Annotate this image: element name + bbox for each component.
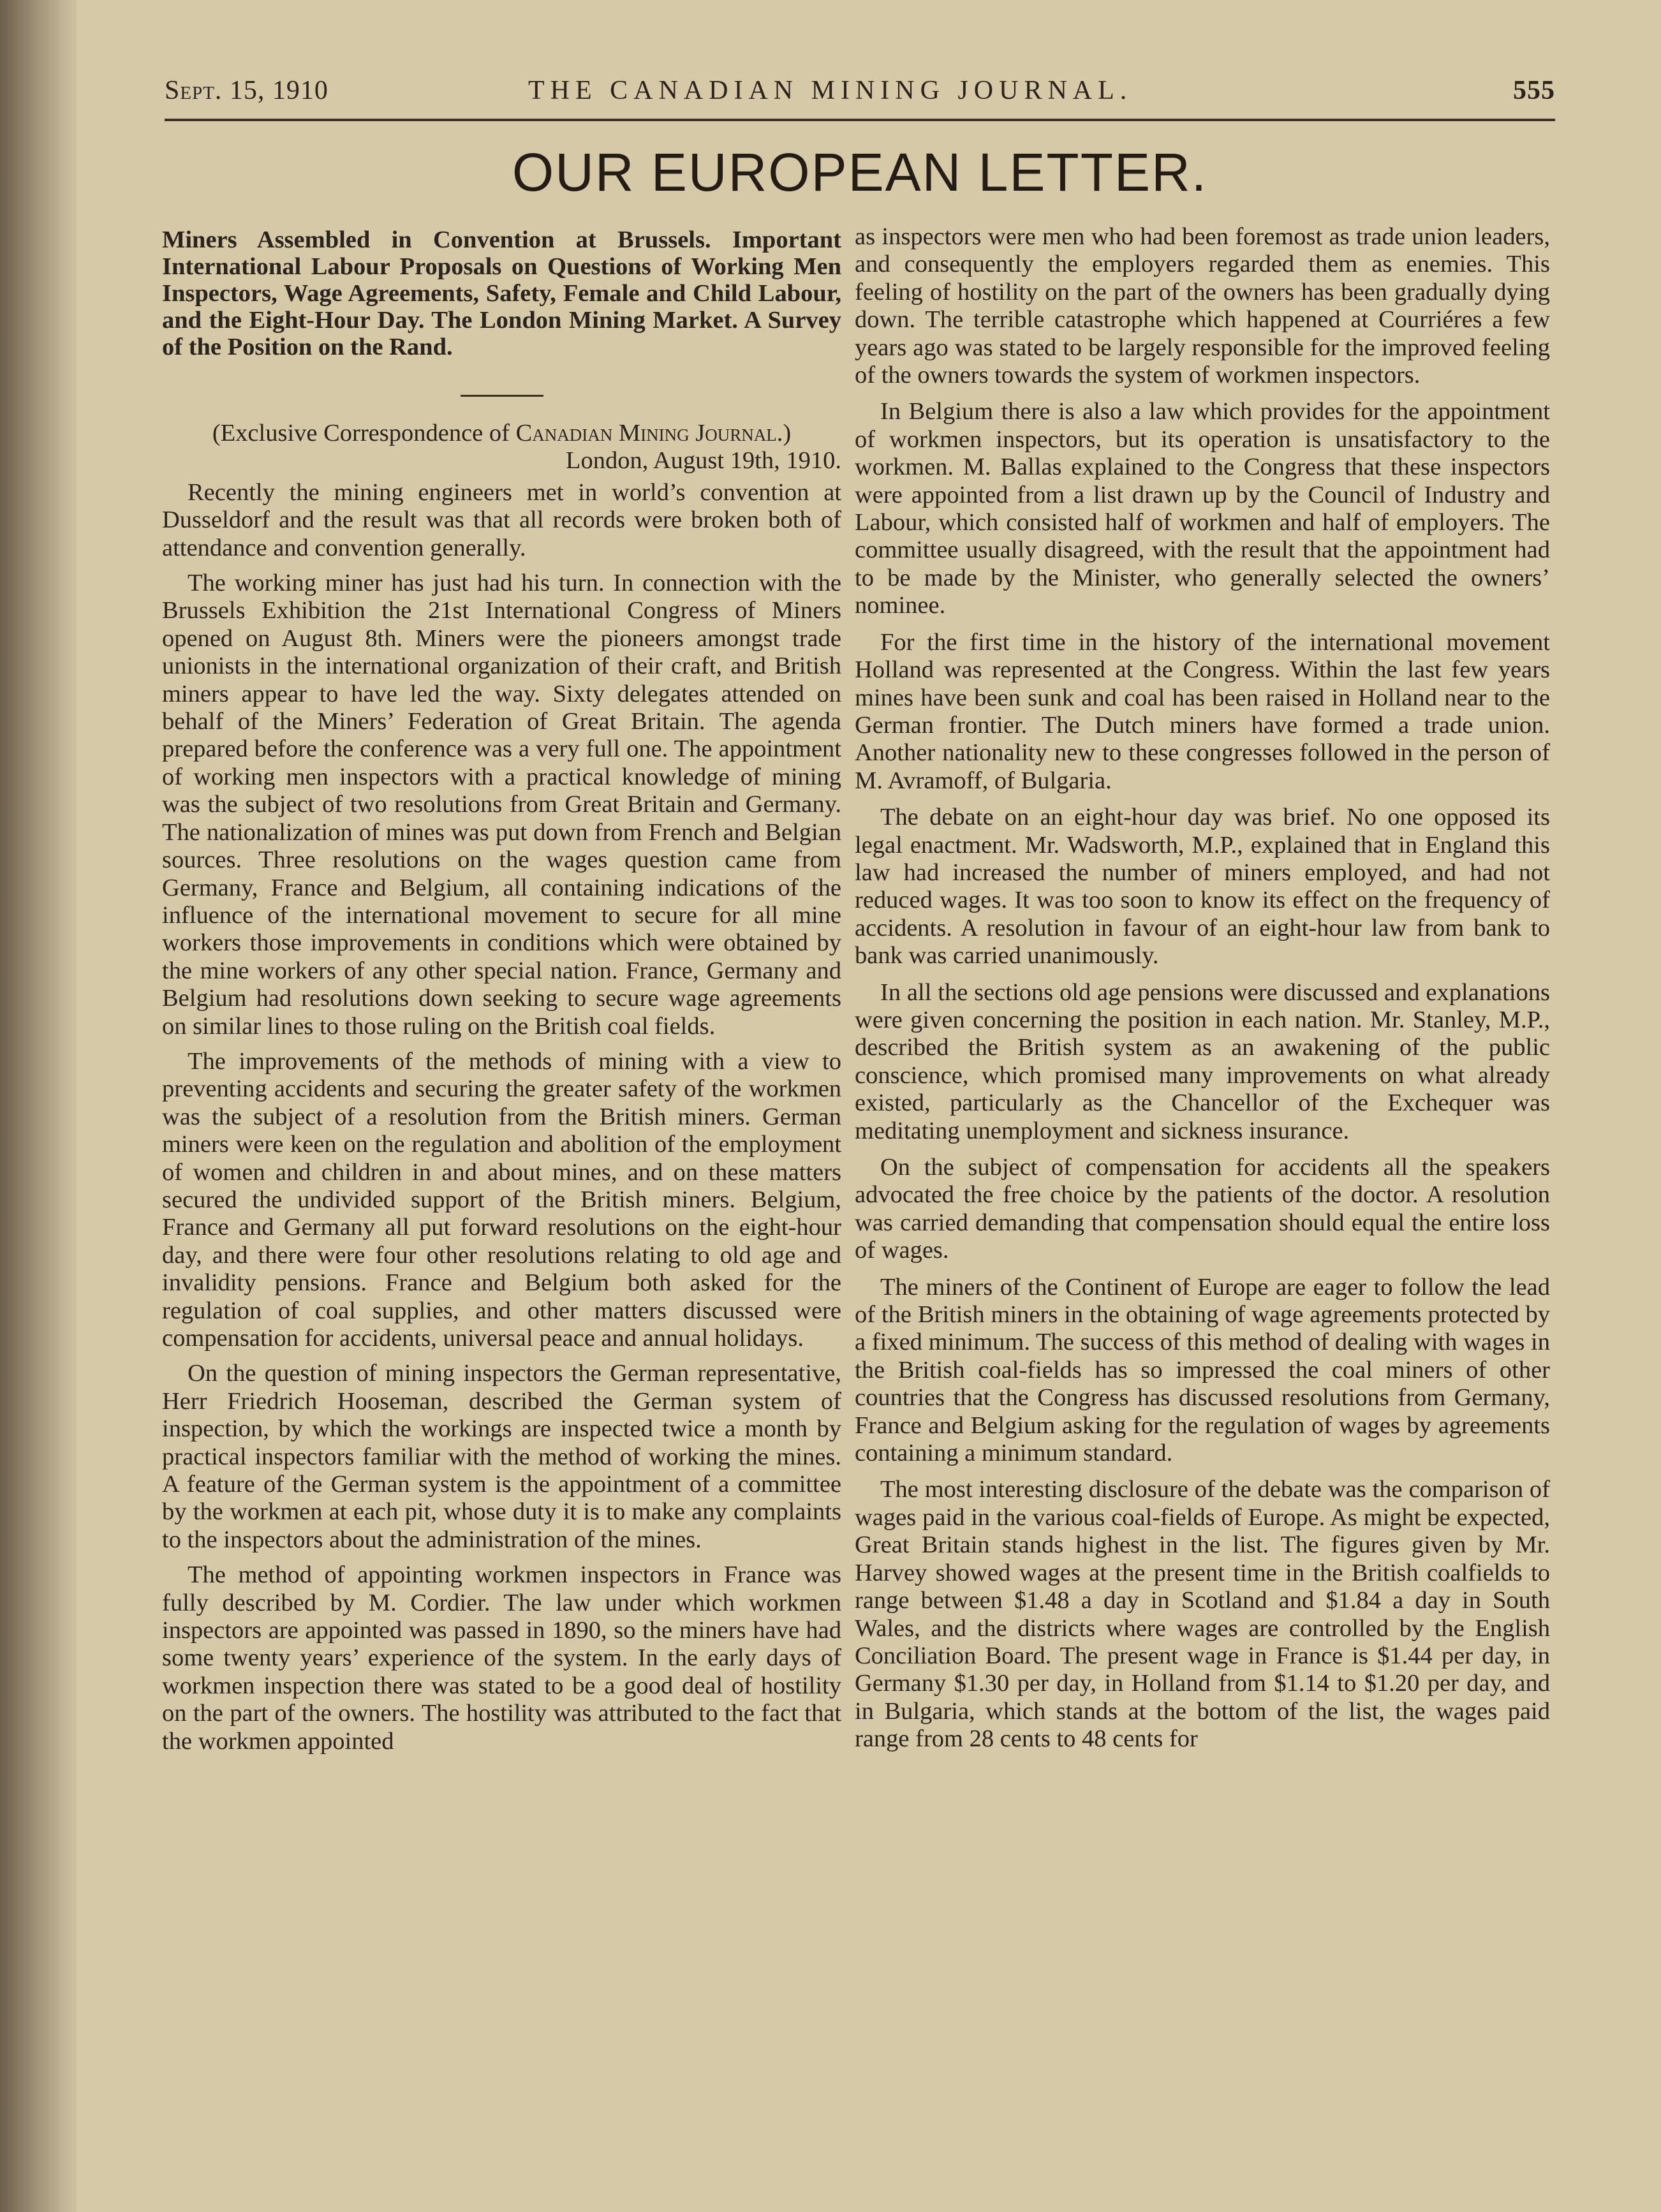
paragraph: The working miner has just had his turn. In connection with the Brussels Exhibition the 21st International Congress of Miners opened on August 8th. Miners were the pioneers amongst trade unionists in the international organization of their craft, and British miners appear to have led the way. Sixty delegates attended on behalf of the Miners’ Federation of Great Britain. The agenda prepared before the conference was a very full one. The appointment of working men inspectors with a practical knowledge of mining was the subject of two resolutions from Great Britain and Germany. The nationalization of mines was put down from French and Belgian sources. Three resolutions on the wages question came from Germany, France and Belgium, all containing indications of the influence of the international movement to secure for all mine workers those improvements in conditions which were obtained by the mine workers of any other special nation. France, Germany and Belgium had resolutions down seeking to secure wage agreements on similar lines to those ruling on the British coal fields. [162, 570, 841, 1040]
paragraph: The most interesting disclosure of the debate was the comparison of wages paid in the various coal-fields of Europe. As might be expected, Great Britain stands highest in the list. The figures given by Mr. Harvey showed wages at the present time in the British coalfields to range between $1.48 a day in Scotland and $1.84 a day in South Wales, and the districts where wages are controlled by the English Conciliation Board. The present wage in France is $1.44 per day, in Germany $1.30 per day, in Holland from $1.14 to $1.20 per day, and in Bulgaria, which stands at the bottom of the list, the wages paid range from 28 cents to 48 cents for [855, 1476, 1550, 1753]
correspondence-line [162, 420, 841, 447]
paragraph: Recently the mining engineers met in world’s convention at Dusseldorf and the result was that all records were broken both of attendance and convention generally. [162, 478, 841, 561]
paragraph: The miners of the Continent of Europe are eager to follow the lead of the British miners in the obtaining of wage agreements protected by a fixed minimum. The success of this method of dealing with wages in the British coal-fields has so impressed the coal miners of other countries that the Congress has discussed resolutions from Germany, France and Belgium asking for the regulation of wages by agreements containing a minimum standard. [855, 1273, 1550, 1467]
correspondence-prefix: (Exclusive Correspondence of [212, 420, 516, 446]
journal-name: THE CANADIAN MINING JOURNAL. [528, 76, 1133, 105]
paragraph: On the question of mining inspectors the German representative, Herr Friedrich Hooseman, described the German system of inspection, by which the workings are inspected twice a month by practical inspectors familiar with the method of working the mines. A feature of the German system is the appointment of a committee by the workmen at each pit, whose duty it is to make any complaints to the inspectors about the administration of the mines. [162, 1360, 841, 1553]
article-summary: Miners Assembled in Convention at Brussels. Important International Labour Proposals on Questions of Working Men Inspectors, Wage Agreements, Safety, Female and Child Labour, and the Eight-Hour Day. The London Mining Market. A Survey of the Position on the Rand. [162, 226, 841, 360]
paragraph: In all the sections old age pensions were discussed and explanations were given concerning the position in each nation. Mr. Stanley, M.P., described the British system as an awakening of the public conscience, which promised many improvements on what already existed, particularly as the Chancellor of the Exchequer was meditating unemployment and sickness insurance. [855, 978, 1550, 1144]
paragraph: In Belgium there is also a law which provides for the appointment of workmen inspectors, but its operation is unsatisfactory to the workmen. M. Ballas explained to the Congress that these inspectors were appointed from a list drawn up by the Council of Industry and Labour, which consisted half of workmen and half of employers. The committee usually disagreed, with the result that the appointment had to be made by the Minister, who generally selected the owners’ nominee. [855, 398, 1550, 619]
correspondence-suffix: .) [776, 420, 792, 446]
paragraph: The debate on an eight-hour day was brief. No one opposed its legal enactment. Mr. Wadsworth, M.P., explained that in England this law had increased the number of miners employed, and had not reduced wages. It was too soon to know its effect on the frequency of accidents. A resolution in favour of an eight-hour law from bank to bank was carried unanimously. [855, 804, 1550, 970]
header-rule [165, 119, 1555, 121]
article-title: OUR EUROPEAN LETTER. [512, 142, 1208, 202]
left-column [162, 226, 841, 1763]
page-number: 555 [1513, 76, 1555, 105]
paragraph: The method of appointing workmen inspectors in France was fully described by M. Cordier. The law under which workmen inspectors are appointed was passed in 1890, so the miners have had some twenty years’ experience of the system. In the early days of workmen inspection there was stated to be a good deal of hostility on the part of the owners. The hostility was attributed to the fact that the workmen appointed [162, 1561, 841, 1755]
paragraph: On the subject of compensation for accidents all the speakers advocated the free choice by the patients of the doctor. A resolution was carried demanding that compensation should equal the entire loss of wages. [855, 1154, 1550, 1264]
running-head [165, 69, 1555, 120]
separator-rule [461, 395, 543, 397]
book-gutter [0, 0, 77, 2212]
dateline: London, August 19th, 1910. [565, 447, 841, 475]
paragraph: For the first time in the history of the international movement Holland was represented at the Congress. Within the last few years mines have been sunk and coal has been raised in Holland near to the German frontier. The Dutch miners have formed a trade union. Another nationality new to these congresses followed in the person of M. Avramoff, of Bulgaria. [855, 628, 1550, 794]
paragraph-continuation: as inspectors were men who had been foremost as trade union leaders, and consequently the employers regarded them as enemies. This feeling of hostility on the part of the owners has been gradually dying down. The terrible catastrophe which happened at Courriéres a few years ago was stated to be largely responsible for the improved feeling of the owners towards the system of workmen inspectors. [855, 223, 1550, 389]
correspondence-journal: Canadian Mining Journal [515, 420, 777, 446]
issue-date: Sept. 15, 1910 [165, 76, 329, 105]
paragraph: The improvements of the methods of mining with a view to preventing accidents and securing the greater safety of the workmen was the subject of a resolution from the British miners. German miners were keen on the regulation and abolition of the employment of women and children in and about mines, and on these matters secured the undivided support of the British miners. Belgium, France and Germany all put forward resolutions on the eight-hour day, and there were four other resolutions relating to old age and invalidity pensions. France and Belgium both asked for the regulation of coal supplies, and other matters discussed were compensation for accidents, universal peace and annual holidays. [162, 1047, 841, 1352]
right-column [855, 223, 1550, 1762]
